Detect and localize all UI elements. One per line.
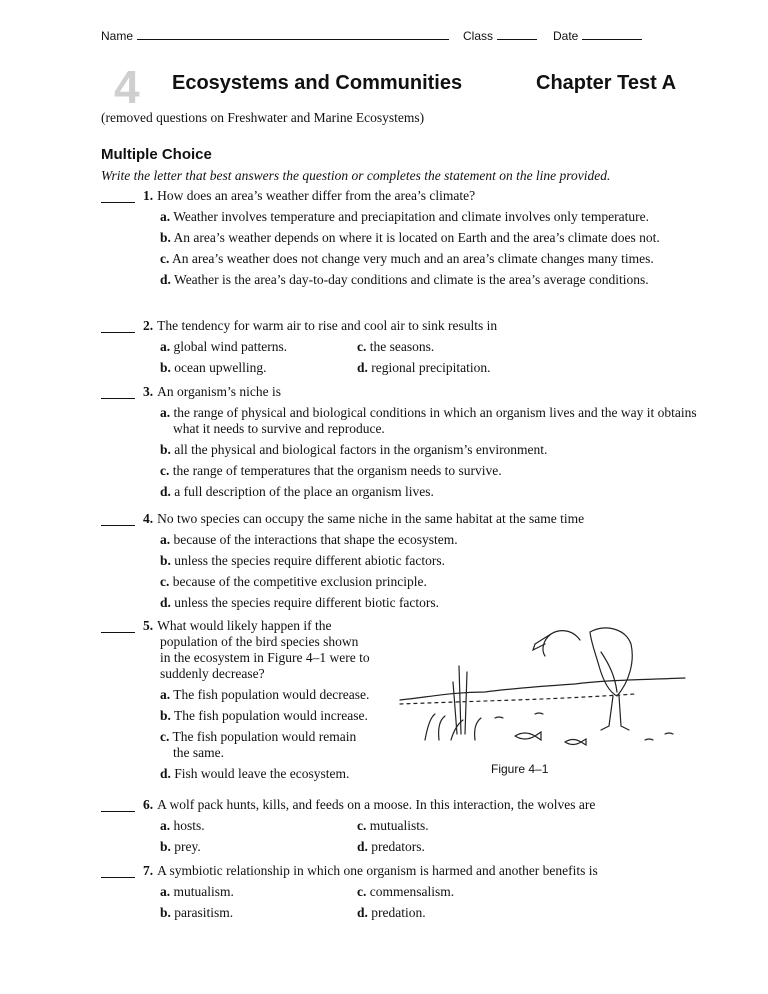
question-number: 4. xyxy=(143,511,154,526)
option-text: regional precipitation. xyxy=(371,360,491,375)
date-line[interactable] xyxy=(582,27,642,40)
option-c xyxy=(160,463,703,479)
question-text: A wolf pack hunts, kills, and feeds on a moose. In this interaction, the wolves are xyxy=(157,797,596,812)
class-field[interactable] xyxy=(463,27,537,43)
option-letter: a. xyxy=(160,405,171,420)
question-text: The tendency for warm air to rise and cool air to sink results in xyxy=(157,318,498,333)
option-letter: b. xyxy=(160,553,171,568)
option-letter: d. xyxy=(160,484,171,499)
option-letter: a. xyxy=(160,209,171,224)
heron-wing xyxy=(601,652,617,692)
answer-blank[interactable] xyxy=(101,863,135,878)
option-b xyxy=(160,905,357,921)
option-text: mutualism. xyxy=(173,884,234,899)
option-d xyxy=(357,839,557,855)
option-letter: d. xyxy=(160,272,171,287)
option-text: the range of temperatures that the organism needs to survive. xyxy=(172,463,502,478)
option-a xyxy=(160,405,703,437)
option-text: unless the species require different biotic factors. xyxy=(174,595,440,610)
heron-body xyxy=(590,628,632,696)
option-letter: b. xyxy=(160,360,171,375)
option-c xyxy=(160,251,703,267)
answer-blank[interactable] xyxy=(101,511,135,526)
option-c xyxy=(357,884,557,900)
question-text: No two species can occupy the same niche in the same habitat at the same time xyxy=(157,511,585,526)
figure-caption: Figure 4–1 xyxy=(491,762,549,776)
name-field[interactable] xyxy=(101,27,449,43)
shoreline xyxy=(400,678,685,700)
option-text: prey. xyxy=(174,839,201,854)
question-text-line: suddenly decrease? xyxy=(160,666,265,681)
option-a xyxy=(160,687,401,703)
option-c xyxy=(160,729,373,761)
chapter-number: 4 xyxy=(114,61,140,113)
option-b xyxy=(160,553,703,569)
option-text: hosts. xyxy=(173,818,205,833)
option-letter: d. xyxy=(160,595,171,610)
option-text: predation. xyxy=(371,905,426,920)
option-a xyxy=(160,339,357,355)
option-d xyxy=(160,595,703,611)
option-letter: c. xyxy=(160,463,170,478)
option-text: the range of physical and biological conditions in which an organism lives and the way it obtains what it needs to survive and reproduce. xyxy=(173,405,697,436)
question-text: A symbiotic relationship in which one organism is harmed and another benefits is xyxy=(157,863,598,878)
name-line[interactable] xyxy=(137,27,449,40)
option-letter: b. xyxy=(160,230,171,245)
question-text: How does an area’s weather differ from the area’s climate? xyxy=(157,188,476,203)
heron-figure xyxy=(395,622,695,762)
option-c xyxy=(357,818,557,834)
answer-blank[interactable] xyxy=(101,618,135,633)
option-text: parasitism. xyxy=(174,905,234,920)
option-c xyxy=(160,574,703,590)
option-letter: b. xyxy=(160,442,171,457)
option-text: because of the interactions that shape the ecosystem. xyxy=(173,532,458,547)
option-b xyxy=(160,708,401,724)
option-text: mutualists. xyxy=(369,818,429,833)
option-text: An area’s weather does not change very much and an area’s climate changes many times. xyxy=(172,251,654,266)
option-a xyxy=(160,209,703,225)
question-number: 3. xyxy=(143,384,154,399)
option-text: An area’s weather depends on where it is located on Earth and the area’s climate does not. xyxy=(173,230,660,245)
option-text: Fish would leave the ecosystem. xyxy=(174,766,350,781)
heron-legs xyxy=(601,696,629,730)
option-letter: c. xyxy=(160,251,170,266)
question-text: An organism’s niche is xyxy=(157,384,281,399)
option-b xyxy=(160,442,703,458)
instructions: Write the letter that best answers the question or completes the statement on the line provided. xyxy=(101,168,611,183)
date-field[interactable] xyxy=(553,27,642,43)
question-text: What would likely happen if the xyxy=(157,618,332,633)
test-label: Chapter Test A xyxy=(536,72,677,94)
answer-blank[interactable] xyxy=(101,318,135,333)
section-title: Multiple Choice xyxy=(101,146,212,163)
reed xyxy=(453,666,467,734)
option-letter: b. xyxy=(160,708,171,723)
removed-note: (removed questions on Freshwater and Marine Ecosystems) xyxy=(101,110,425,125)
option-d xyxy=(160,484,703,500)
option-text: The fish population would decrease. xyxy=(173,687,370,702)
option-text: commensalism. xyxy=(369,884,455,899)
option-text: Weather involves temperature and preciapitation and climate involves only temperature. xyxy=(173,209,649,224)
option-letter: a. xyxy=(160,532,171,547)
fish xyxy=(565,739,586,745)
option-text: all the physical and biological factors in the organism’s environment. xyxy=(174,442,548,457)
question-number: 2. xyxy=(143,318,154,333)
option-text: predators. xyxy=(371,839,425,854)
option-letter: d. xyxy=(357,905,368,920)
question-2 xyxy=(101,318,701,376)
fish xyxy=(515,732,541,740)
question-number: 5. xyxy=(143,618,154,633)
question-1 xyxy=(101,188,701,288)
option-letter: a. xyxy=(160,687,171,702)
option-letter: b. xyxy=(160,905,171,920)
option-text: a full description of the place an organism lives. xyxy=(174,484,434,499)
option-letter: d. xyxy=(160,766,171,781)
question-5 xyxy=(101,618,401,782)
question-4 xyxy=(101,511,701,611)
option-a xyxy=(160,532,703,548)
option-d xyxy=(160,766,401,782)
water-plants xyxy=(425,714,481,740)
class-line[interactable] xyxy=(497,27,537,40)
option-letter: c. xyxy=(160,574,170,589)
option-text: unless the species require different abiotic factors. xyxy=(174,553,446,568)
question-number: 1. xyxy=(143,188,154,203)
option-letter: b. xyxy=(160,839,171,854)
option-letter: c. xyxy=(160,729,170,744)
date-label: Date xyxy=(553,29,579,43)
question-7 xyxy=(101,863,701,921)
option-text: the seasons. xyxy=(369,339,435,354)
option-a xyxy=(160,818,357,834)
option-letter: c. xyxy=(357,884,367,899)
option-letter: c. xyxy=(357,339,367,354)
option-text: ocean upwelling. xyxy=(174,360,267,375)
question-text-line: population of the bird species shown xyxy=(160,634,359,649)
heron-neck xyxy=(543,631,580,656)
option-letter: a. xyxy=(160,818,171,833)
question-6 xyxy=(101,797,701,855)
question-text-continued xyxy=(160,634,401,682)
question-number: 6. xyxy=(143,797,154,812)
option-letter: c. xyxy=(357,818,367,833)
option-text: because of the competitive exclusion principle. xyxy=(172,574,427,589)
option-letter: d. xyxy=(357,839,368,854)
option-a xyxy=(160,884,357,900)
class-label: Class xyxy=(463,29,494,43)
name-label: Name xyxy=(101,29,134,43)
question-number: 7. xyxy=(143,863,154,878)
option-letter: a. xyxy=(160,884,171,899)
option-b xyxy=(160,360,357,376)
option-text: Weather is the area’s day-to-day conditions and climate is the area’s average conditions. xyxy=(174,272,649,287)
option-d xyxy=(357,360,557,376)
option-d xyxy=(357,905,557,921)
option-d xyxy=(160,272,703,288)
question-text-line: in the ecosystem in Figure 4–1 were to xyxy=(160,650,370,665)
option-letter: a. xyxy=(160,339,171,354)
option-text: global wind patterns. xyxy=(173,339,288,354)
waves xyxy=(495,713,673,740)
option-text: The fish population would remain the same. xyxy=(172,729,357,760)
option-c xyxy=(357,339,557,355)
option-b xyxy=(160,230,703,246)
option-b xyxy=(160,839,357,855)
answer-blank[interactable] xyxy=(101,797,135,812)
option-letter: d. xyxy=(357,360,368,375)
option-text: The fish population would increase. xyxy=(174,708,368,723)
page-title: Ecosystems and Communities xyxy=(172,72,463,94)
answer-blank[interactable] xyxy=(101,384,135,399)
question-3 xyxy=(101,384,701,500)
answer-blank[interactable] xyxy=(101,188,135,203)
